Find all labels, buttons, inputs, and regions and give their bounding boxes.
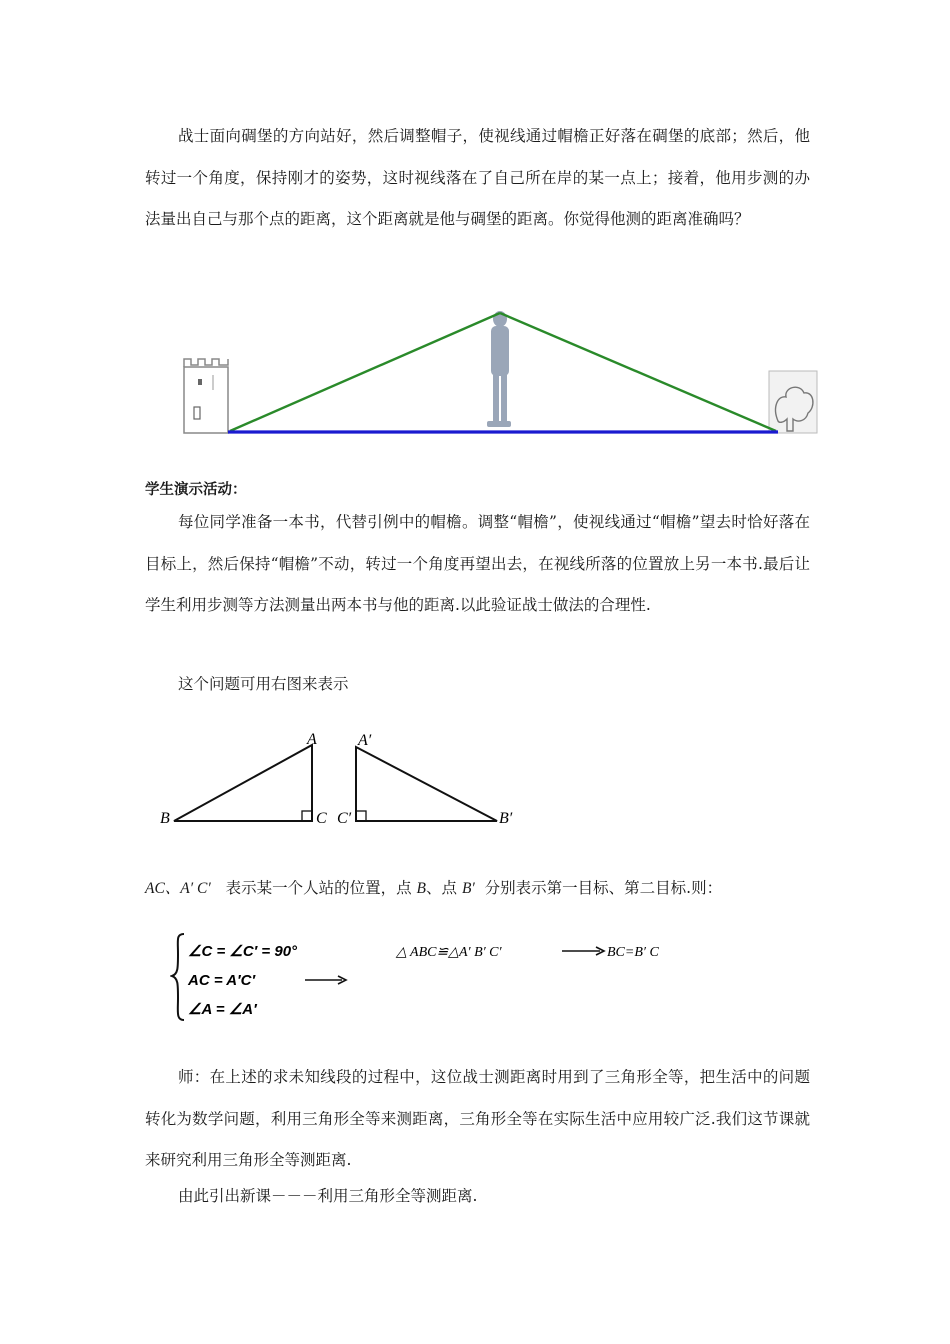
label-b: B [160, 810, 170, 827]
fortress-icon [184, 359, 228, 433]
condition-side-ac: AC = A′C′ [188, 972, 256, 989]
label-c: C [316, 810, 327, 827]
tree-icon [769, 371, 817, 433]
soldier-fortress-illustration [180, 295, 825, 440]
explanation-symbols: AC、A′ C′ [145, 880, 211, 897]
congruence-derivation [170, 930, 690, 1026]
intro-paragraph: 战士面向碉堡的方向站好，然后调整帽子，使视线通过帽檐正好落在碉堡的底部；然后，他转过一个角度，保持刚才的姿势，这时视线落在了自己所在岸的某一点上；接着，他用步测的办法量出自己与那个点的距离，这个距离就是他与碉堡的距离。你觉得他测的距离准确吗？ [145, 127, 810, 228]
conclusion-line: 由此引出新课－－－利用三角形全等测距离. [178, 1187, 478, 1205]
explanation-text-3: 分别表示第一目标、第二目标.则： [484, 879, 723, 897]
diagram-intro: 这个问题可用右图来表示 [178, 675, 349, 693]
label-a: A [307, 731, 317, 748]
result-statement: BC=B′ C [607, 945, 659, 960]
sight-line-right [500, 313, 776, 431]
congruent-triangles-diagram [152, 725, 532, 840]
explanation-point-b: B [416, 880, 426, 897]
left-brace [172, 934, 184, 1020]
activity-heading: 学生演示活动： [145, 482, 247, 498]
explanation-text-1: 表示某一个人站的位置，点 [225, 879, 412, 897]
explanation-text-2: 、点 [425, 879, 457, 897]
condition-angle-c: ∠C = ∠C′ = 90° [188, 943, 298, 960]
triangle-a-prime-b-prime-c-prime [356, 747, 497, 821]
triangle-abc [174, 745, 312, 821]
teacher-paragraph: 师：在上述的求未知线段的过程中，这位战士测距离时用到了三角形全等，把生活中的问题转化为数学问题，利用三角形全等来测距离，三角形全等在实际生活中应用较广泛.我们这节课就来研究利用三角形全等测距离. [145, 1068, 810, 1169]
right-angle-mark-c-prime [356, 811, 366, 821]
condition-angle-a: ∠A = ∠A′ [188, 1001, 257, 1018]
sight-line-left [230, 313, 500, 431]
congruence-statement: △ ABC≌△A′ B′ C′ [396, 945, 502, 960]
soldier-figure [487, 311, 511, 427]
explanation-point-b-prime: B′ [461, 880, 475, 897]
label-c-prime: C′ [337, 810, 352, 827]
explanation-line [145, 876, 722, 901]
label-b-prime: B′ [499, 810, 513, 827]
activity-paragraph: 每位同学准备一本书，代替引例中的帽檐。调整“帽檐”，使视线通过“帽檐”望去时恰好落在目标上，然后保持“帽檐”不动，转过一个角度再望出去，在视线所落的位置放上另一本书.最后让学生利用步测等方法测量出两本书与他的距离.以此验证战士做法的合理性. [145, 513, 810, 614]
label-a-prime: A′ [358, 732, 372, 749]
right-angle-mark-c [302, 811, 312, 821]
